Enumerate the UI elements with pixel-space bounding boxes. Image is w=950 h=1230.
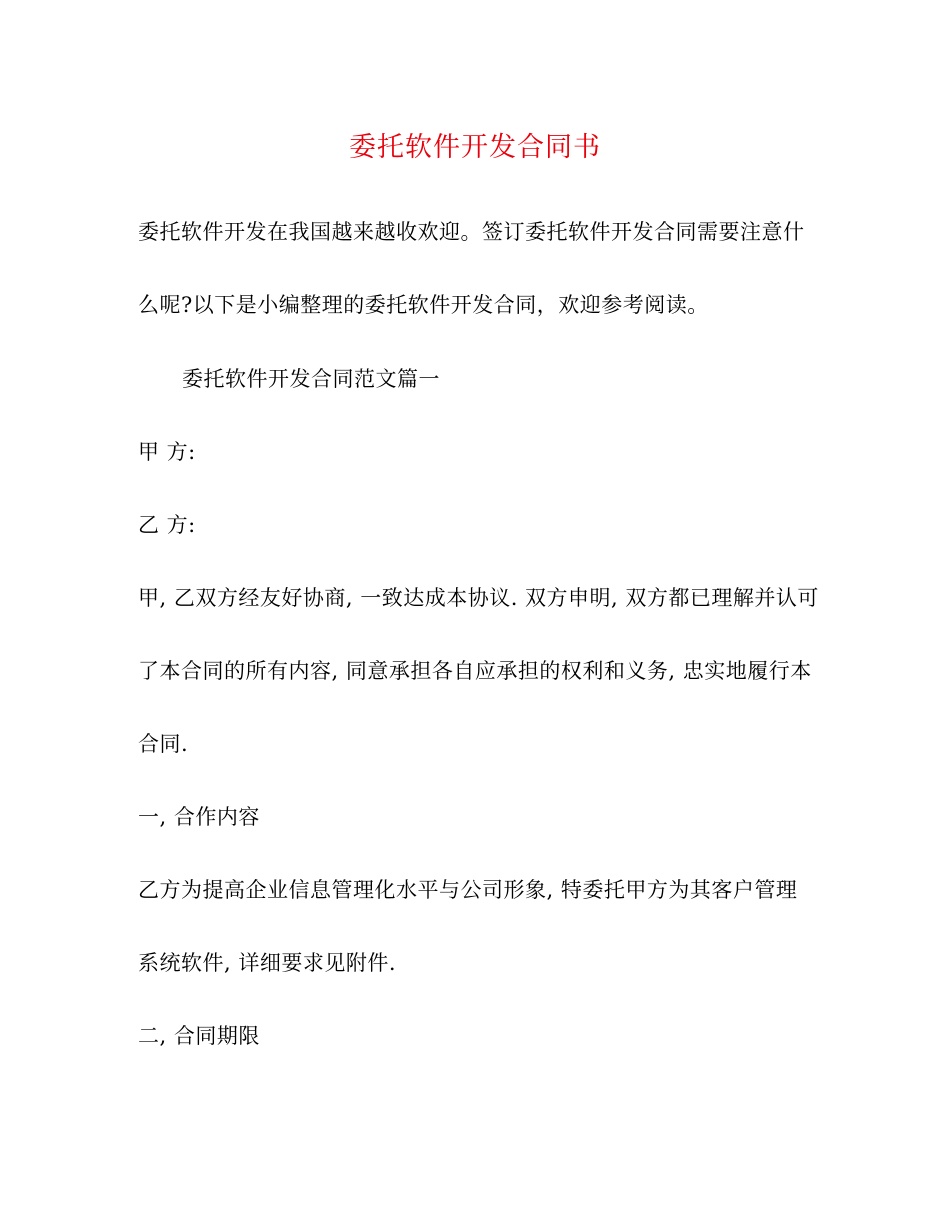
clause-1-line-1: 乙方为提高企业信息管理化水平与公司形象, 特委托甲方为其客户管理 [138, 878, 798, 902]
clause-2-heading: 二, 合同期限 [138, 1024, 260, 1048]
party-b-label: 乙 方: [138, 513, 196, 537]
agreement-line-1: 甲, 乙双方经友好协商, 一致达成本协议. 双方申明, 双方都已理解并认可 [138, 586, 819, 610]
agreement-line-2: 了本合同的所有内容, 同意承担各自应承担的权利和义务, 忠实地履行本 [138, 659, 812, 683]
clause-1-heading: 一, 合作内容 [138, 805, 260, 829]
clause-1-line-2: 系统软件, 详细要求见附件. [138, 951, 397, 975]
agreement-line-3: 合同. [138, 732, 189, 756]
section-heading: 委托软件开发合同范文篇一 [182, 367, 440, 391]
document-title: 委托软件开发合同书 [349, 132, 601, 163]
party-a-label: 甲 方: [138, 440, 196, 464]
intro-line-2: 么呢?以下是小编整理的委托软件开发合同，欢迎参考阅读。 [138, 293, 709, 317]
intro-line-1: 委托软件开发在我国越来越收欢迎。签订委托软件开发合同需要注意什 [138, 220, 805, 244]
